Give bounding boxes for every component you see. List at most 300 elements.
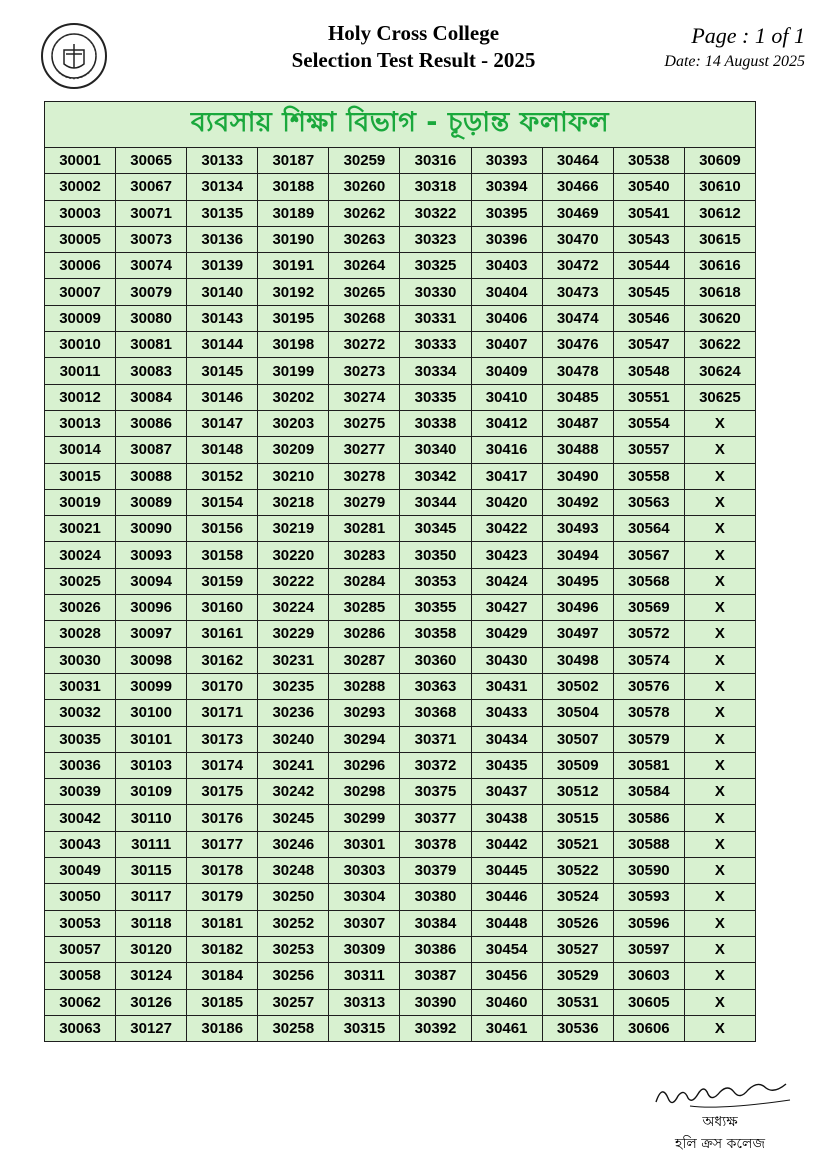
roll-number-cell: 30409 bbox=[471, 358, 542, 384]
table-row bbox=[45, 673, 756, 699]
roll-number-cell: 30274 bbox=[329, 384, 400, 410]
roll-number-cell: 30504 bbox=[542, 700, 613, 726]
roll-number-cell: 30006 bbox=[45, 253, 116, 279]
roll-number-cell: 30030 bbox=[45, 647, 116, 673]
roll-number-cell: 30417 bbox=[471, 463, 542, 489]
roll-number-cell: 30544 bbox=[613, 253, 684, 279]
roll-number-cell: 30277 bbox=[329, 437, 400, 463]
roll-number-cell: 30252 bbox=[258, 910, 329, 936]
roll-number-cell: 30353 bbox=[400, 568, 471, 594]
roll-number-cell: 30363 bbox=[400, 673, 471, 699]
roll-number-cell: 30007 bbox=[45, 279, 116, 305]
roll-number-cell: 30219 bbox=[258, 516, 329, 542]
roll-number-cell: 30003 bbox=[45, 200, 116, 226]
roll-number-cell: 30454 bbox=[471, 936, 542, 962]
roll-number-cell: X bbox=[684, 989, 755, 1015]
roll-number-cell: 30198 bbox=[258, 332, 329, 358]
roll-number-cell: 30380 bbox=[400, 884, 471, 910]
roll-number-cell: 30042 bbox=[45, 805, 116, 831]
roll-number-cell: 30181 bbox=[187, 910, 258, 936]
roll-number-cell: 30456 bbox=[471, 963, 542, 989]
roll-number-cell: 30015 bbox=[45, 463, 116, 489]
roll-number-cell: 30379 bbox=[400, 858, 471, 884]
roll-number-cell: 30334 bbox=[400, 358, 471, 384]
roll-number-cell: 30579 bbox=[613, 726, 684, 752]
roll-number-cell: 30096 bbox=[116, 595, 187, 621]
roll-number-cell: 30031 bbox=[45, 673, 116, 699]
table-row bbox=[45, 332, 756, 358]
roll-number-cell: X bbox=[684, 858, 755, 884]
roll-number-cell: 30416 bbox=[471, 437, 542, 463]
roll-number-cell: 30189 bbox=[258, 200, 329, 226]
roll-number-cell: 30448 bbox=[471, 910, 542, 936]
roll-number-cell: 30097 bbox=[116, 621, 187, 647]
roll-number-cell: 30260 bbox=[329, 174, 400, 200]
roll-number-cell: 30547 bbox=[613, 332, 684, 358]
roll-number-cell: X bbox=[684, 463, 755, 489]
roll-number-cell: 30485 bbox=[542, 384, 613, 410]
roll-number-cell: 30445 bbox=[471, 858, 542, 884]
roll-number-cell: 30605 bbox=[613, 989, 684, 1015]
table-row bbox=[45, 700, 756, 726]
roll-number-cell: 30242 bbox=[258, 779, 329, 805]
roll-number-cell: 30435 bbox=[471, 752, 542, 778]
roll-number-cell: 30294 bbox=[329, 726, 400, 752]
roll-number-cell: 30548 bbox=[613, 358, 684, 384]
roll-number-cell: 30461 bbox=[471, 1015, 542, 1041]
roll-number-cell: 30002 bbox=[45, 174, 116, 200]
roll-number-cell: 30160 bbox=[187, 595, 258, 621]
roll-number-cell: 30179 bbox=[187, 884, 258, 910]
roll-number-cell: 30588 bbox=[613, 831, 684, 857]
roll-number-cell: 30264 bbox=[329, 253, 400, 279]
roll-number-cell: 30387 bbox=[400, 963, 471, 989]
roll-number-cell: 30581 bbox=[613, 752, 684, 778]
roll-number-cell: 30299 bbox=[329, 805, 400, 831]
roll-number-cell: 30001 bbox=[45, 148, 116, 174]
roll-number-cell: 30586 bbox=[613, 805, 684, 831]
roll-number-cell: X bbox=[684, 647, 755, 673]
roll-number-cell: 30186 bbox=[187, 1015, 258, 1041]
roll-number-cell: 30335 bbox=[400, 384, 471, 410]
roll-number-cell: 30442 bbox=[471, 831, 542, 857]
roll-number-cell: 30286 bbox=[329, 621, 400, 647]
roll-number-cell: X bbox=[684, 936, 755, 962]
roll-number-cell: 30360 bbox=[400, 647, 471, 673]
roll-number-cell: 30144 bbox=[187, 332, 258, 358]
roll-number-cell: 30283 bbox=[329, 542, 400, 568]
roll-number-cell: 30103 bbox=[116, 752, 187, 778]
roll-number-cell: 30386 bbox=[400, 936, 471, 962]
roll-number-cell: 30145 bbox=[187, 358, 258, 384]
roll-number-cell: 30224 bbox=[258, 595, 329, 621]
roll-number-cell: 30563 bbox=[613, 489, 684, 515]
roll-number-cell: 30039 bbox=[45, 779, 116, 805]
roll-number-cell: 30323 bbox=[400, 226, 471, 252]
roll-number-cell: 30609 bbox=[684, 148, 755, 174]
table-row bbox=[45, 1015, 756, 1041]
roll-number-cell: 30235 bbox=[258, 673, 329, 699]
roll-number-cell: 30392 bbox=[400, 1015, 471, 1041]
roll-number-cell: 30062 bbox=[45, 989, 116, 1015]
table-row bbox=[45, 647, 756, 673]
roll-number-cell: 30350 bbox=[400, 542, 471, 568]
roll-number-cell: 30013 bbox=[45, 410, 116, 436]
roll-number-cell: 30618 bbox=[684, 279, 755, 305]
table-row bbox=[45, 279, 756, 305]
roll-number-cell: 30272 bbox=[329, 332, 400, 358]
signature-scribble bbox=[650, 1080, 810, 1114]
roll-number-cell: 30315 bbox=[329, 1015, 400, 1041]
roll-number-cell: 30536 bbox=[542, 1015, 613, 1041]
roll-number-cell: 30182 bbox=[187, 936, 258, 962]
table-row bbox=[45, 595, 756, 621]
roll-number-cell: 30476 bbox=[542, 332, 613, 358]
roll-number-cell: 30152 bbox=[187, 463, 258, 489]
roll-number-cell: 30012 bbox=[45, 384, 116, 410]
roll-number-cell: 30545 bbox=[613, 279, 684, 305]
table-row bbox=[45, 726, 756, 752]
roll-number-cell: 30063 bbox=[45, 1015, 116, 1041]
roll-number-cell: X bbox=[684, 595, 755, 621]
roll-number-cell: 30424 bbox=[471, 568, 542, 594]
roll-number-cell: 30427 bbox=[471, 595, 542, 621]
roll-number-cell: 30288 bbox=[329, 673, 400, 699]
roll-number-cell: 30184 bbox=[187, 963, 258, 989]
roll-number-cell: 30147 bbox=[187, 410, 258, 436]
roll-number-cell: 30284 bbox=[329, 568, 400, 594]
roll-number-cell: 30088 bbox=[116, 463, 187, 489]
roll-number-cell: 30331 bbox=[400, 305, 471, 331]
roll-number-cell: 30576 bbox=[613, 673, 684, 699]
roll-number-cell: 30340 bbox=[400, 437, 471, 463]
roll-number-cell: 30065 bbox=[116, 148, 187, 174]
roll-number-cell: 30420 bbox=[471, 489, 542, 515]
roll-number-cell: X bbox=[684, 726, 755, 752]
roll-number-cell: 30170 bbox=[187, 673, 258, 699]
roll-number-cell: 30616 bbox=[684, 253, 755, 279]
roll-number-cell: X bbox=[684, 805, 755, 831]
roll-number-cell: 30134 bbox=[187, 174, 258, 200]
roll-number-cell: 30133 bbox=[187, 148, 258, 174]
roll-number-cell: 30009 bbox=[45, 305, 116, 331]
roll-number-cell: 30074 bbox=[116, 253, 187, 279]
table-row bbox=[45, 253, 756, 279]
roll-number-cell: 30268 bbox=[329, 305, 400, 331]
roll-number-cell: 30174 bbox=[187, 752, 258, 778]
roll-number-cell: 30246 bbox=[258, 831, 329, 857]
roll-number-cell: 30624 bbox=[684, 358, 755, 384]
roll-number-cell: 30557 bbox=[613, 437, 684, 463]
roll-number-cell: 30558 bbox=[613, 463, 684, 489]
roll-number-cell: 30262 bbox=[329, 200, 400, 226]
roll-number-cell: 30546 bbox=[613, 305, 684, 331]
roll-number-cell: 30231 bbox=[258, 647, 329, 673]
roll-number-cell: 30538 bbox=[613, 148, 684, 174]
roll-number-cell: 30438 bbox=[471, 805, 542, 831]
roll-number-cell: 30218 bbox=[258, 489, 329, 515]
roll-number-cell: 30473 bbox=[542, 279, 613, 305]
roll-number-cell: 30118 bbox=[116, 910, 187, 936]
roll-number-cell: X bbox=[684, 963, 755, 989]
roll-number-cell: 30403 bbox=[471, 253, 542, 279]
roll-number-cell: 30529 bbox=[542, 963, 613, 989]
roll-number-cell: 30554 bbox=[613, 410, 684, 436]
roll-number-cell: 30384 bbox=[400, 910, 471, 936]
roll-number-cell: 30584 bbox=[613, 779, 684, 805]
roll-number-cell: 30515 bbox=[542, 805, 613, 831]
roll-number-cell: 30368 bbox=[400, 700, 471, 726]
roll-number-cell: 30210 bbox=[258, 463, 329, 489]
roll-number-cell: X bbox=[684, 437, 755, 463]
roll-number-cell: 30434 bbox=[471, 726, 542, 752]
table-row bbox=[45, 831, 756, 857]
table-heading-row bbox=[45, 102, 756, 148]
roll-number-cell: 30303 bbox=[329, 858, 400, 884]
roll-number-cell: 30285 bbox=[329, 595, 400, 621]
roll-number-cell: 30080 bbox=[116, 305, 187, 331]
roll-number-cell: 30497 bbox=[542, 621, 613, 647]
roll-number-cell: 30625 bbox=[684, 384, 755, 410]
roll-number-cell: 30025 bbox=[45, 568, 116, 594]
roll-number-cell: 30099 bbox=[116, 673, 187, 699]
roll-number-cell: 30281 bbox=[329, 516, 400, 542]
roll-number-cell: 30470 bbox=[542, 226, 613, 252]
roll-number-cell: 30187 bbox=[258, 148, 329, 174]
roll-number-cell: 30502 bbox=[542, 673, 613, 699]
roll-number-cell: 30567 bbox=[613, 542, 684, 568]
table-row bbox=[45, 226, 756, 252]
roll-number-cell: 30612 bbox=[684, 200, 755, 226]
roll-number-cell: 30146 bbox=[187, 384, 258, 410]
roll-number-cell: 30101 bbox=[116, 726, 187, 752]
roll-number-cell: 30257 bbox=[258, 989, 329, 1015]
roll-number-cell: 30487 bbox=[542, 410, 613, 436]
roll-number-cell: 30073 bbox=[116, 226, 187, 252]
table-row bbox=[45, 437, 756, 463]
roll-number-cell: 30173 bbox=[187, 726, 258, 752]
roll-number-cell: 30043 bbox=[45, 831, 116, 857]
roll-number-cell: X bbox=[684, 884, 755, 910]
roll-number-cell: 30422 bbox=[471, 516, 542, 542]
roll-number-cell: 30010 bbox=[45, 332, 116, 358]
roll-number-cell: 30220 bbox=[258, 542, 329, 568]
roll-number-cell: 30522 bbox=[542, 858, 613, 884]
roll-number-cell: 30209 bbox=[258, 437, 329, 463]
roll-number-cell: 30298 bbox=[329, 779, 400, 805]
roll-number-cell: X bbox=[684, 489, 755, 515]
roll-number-cell: 30474 bbox=[542, 305, 613, 331]
roll-number-cell: 30309 bbox=[329, 936, 400, 962]
roll-number-cell: 30236 bbox=[258, 700, 329, 726]
table-row bbox=[45, 989, 756, 1015]
roll-number-cell: 30143 bbox=[187, 305, 258, 331]
roll-number-cell: 30404 bbox=[471, 279, 542, 305]
roll-number-cell: 30028 bbox=[45, 621, 116, 647]
roll-number-cell: 30430 bbox=[471, 647, 542, 673]
table-row bbox=[45, 910, 756, 936]
roll-number-cell: 30412 bbox=[471, 410, 542, 436]
roll-number-cell: 30541 bbox=[613, 200, 684, 226]
roll-number-cell: 30058 bbox=[45, 963, 116, 989]
roll-number-cell: 30492 bbox=[542, 489, 613, 515]
table-row bbox=[45, 805, 756, 831]
college-name: Holy Cross College bbox=[327, 21, 500, 45]
roll-number-cell: 30117 bbox=[116, 884, 187, 910]
roll-number-cell: 30551 bbox=[613, 384, 684, 410]
roll-number-cell: 30171 bbox=[187, 700, 258, 726]
page-number: Page : 1 of 1 bbox=[691, 23, 805, 48]
roll-number-cell: 30572 bbox=[613, 621, 684, 647]
roll-number-cell: 30203 bbox=[258, 410, 329, 436]
roll-number-cell: 30527 bbox=[542, 936, 613, 962]
roll-number-cell: 30275 bbox=[329, 410, 400, 436]
roll-number-cell: 30446 bbox=[471, 884, 542, 910]
roll-number-cell: 30241 bbox=[258, 752, 329, 778]
roll-number-cell: 30509 bbox=[542, 752, 613, 778]
roll-number-cell: 30093 bbox=[116, 542, 187, 568]
roll-number-cell: 30136 bbox=[187, 226, 258, 252]
result-table bbox=[44, 101, 756, 1042]
roll-number-cell: 30472 bbox=[542, 253, 613, 279]
roll-number-cell: 30498 bbox=[542, 647, 613, 673]
roll-number-cell: 30531 bbox=[542, 989, 613, 1015]
document-date: Date: 14 August 2025 bbox=[664, 53, 805, 70]
roll-number-cell: 30464 bbox=[542, 148, 613, 174]
roll-number-cell: 30593 bbox=[613, 884, 684, 910]
roll-number-cell: X bbox=[684, 516, 755, 542]
roll-number-cell: 30568 bbox=[613, 568, 684, 594]
roll-number-cell: 30019 bbox=[45, 489, 116, 515]
roll-number-cell: 30083 bbox=[116, 358, 187, 384]
roll-number-cell: 30126 bbox=[116, 989, 187, 1015]
table-row bbox=[45, 752, 756, 778]
roll-number-cell: 30460 bbox=[471, 989, 542, 1015]
roll-number-cell: 30135 bbox=[187, 200, 258, 226]
roll-number-cell: 30333 bbox=[400, 332, 471, 358]
roll-number-cell: 30543 bbox=[613, 226, 684, 252]
roll-number-cell: 30521 bbox=[542, 831, 613, 857]
roll-number-cell: 30393 bbox=[471, 148, 542, 174]
roll-number-cell: 30603 bbox=[613, 963, 684, 989]
roll-number-cell: 30156 bbox=[187, 516, 258, 542]
roll-number-cell: 30024 bbox=[45, 542, 116, 568]
roll-number-cell: 30185 bbox=[187, 989, 258, 1015]
roll-number-cell: 30596 bbox=[613, 910, 684, 936]
roll-number-cell: 30620 bbox=[684, 305, 755, 331]
roll-number-cell: 30139 bbox=[187, 253, 258, 279]
table-heading: ব্যবসায় শিক্ষা বিভাগ - চূড়ান্ত ফলাফল bbox=[45, 102, 756, 148]
roll-number-cell: 30431 bbox=[471, 673, 542, 699]
roll-number-cell: 30248 bbox=[258, 858, 329, 884]
table-row bbox=[45, 621, 756, 647]
roll-number-cell: 30127 bbox=[116, 1015, 187, 1041]
roll-number-cell: 30021 bbox=[45, 516, 116, 542]
roll-number-cell: 30406 bbox=[471, 305, 542, 331]
roll-number-cell: 30278 bbox=[329, 463, 400, 489]
roll-number-cell: 30036 bbox=[45, 752, 116, 778]
roll-number-cell: 30158 bbox=[187, 542, 258, 568]
roll-number-cell: 30161 bbox=[187, 621, 258, 647]
roll-number-cell: 30622 bbox=[684, 332, 755, 358]
roll-number-cell: 30115 bbox=[116, 858, 187, 884]
roll-number-cell: 30222 bbox=[258, 568, 329, 594]
roll-number-cell: 30190 bbox=[258, 226, 329, 252]
table-row bbox=[45, 489, 756, 515]
roll-number-cell: 30325 bbox=[400, 253, 471, 279]
roll-number-cell: 30524 bbox=[542, 884, 613, 910]
roll-number-cell: 30466 bbox=[542, 174, 613, 200]
roll-number-cell: 30569 bbox=[613, 595, 684, 621]
roll-number-cell: 30606 bbox=[613, 1015, 684, 1041]
roll-number-cell: 30610 bbox=[684, 174, 755, 200]
roll-number-cell: 30005 bbox=[45, 226, 116, 252]
roll-number-cell: 30342 bbox=[400, 463, 471, 489]
roll-number-cell: 30229 bbox=[258, 621, 329, 647]
table-row bbox=[45, 936, 756, 962]
roll-number-cell: 30192 bbox=[258, 279, 329, 305]
roll-number-cell: 30478 bbox=[542, 358, 613, 384]
roll-number-cell: 30355 bbox=[400, 595, 471, 621]
roll-number-cell: 30488 bbox=[542, 437, 613, 463]
roll-number-cell: 30322 bbox=[400, 200, 471, 226]
roll-number-cell: 30258 bbox=[258, 1015, 329, 1041]
roll-number-cell: 30597 bbox=[613, 936, 684, 962]
roll-number-cell: X bbox=[684, 700, 755, 726]
roll-number-cell: 30081 bbox=[116, 332, 187, 358]
roll-number-cell: 30199 bbox=[258, 358, 329, 384]
roll-number-cell: 30615 bbox=[684, 226, 755, 252]
roll-number-cell: 30090 bbox=[116, 516, 187, 542]
roll-number-cell: 30390 bbox=[400, 989, 471, 1015]
roll-number-cell: 30345 bbox=[400, 516, 471, 542]
table-row bbox=[45, 516, 756, 542]
roll-number-cell: 30026 bbox=[45, 595, 116, 621]
roll-number-cell: 30094 bbox=[116, 568, 187, 594]
roll-number-cell: 30240 bbox=[258, 726, 329, 752]
roll-number-cell: 30148 bbox=[187, 437, 258, 463]
table-row bbox=[45, 884, 756, 910]
table-row bbox=[45, 148, 756, 174]
table-row bbox=[45, 305, 756, 331]
roll-number-cell: 30318 bbox=[400, 174, 471, 200]
roll-number-cell: 30124 bbox=[116, 963, 187, 989]
roll-number-cell: 30307 bbox=[329, 910, 400, 936]
roll-number-cell: 30109 bbox=[116, 779, 187, 805]
roll-number-cell: 30110 bbox=[116, 805, 187, 831]
roll-number-cell: 30053 bbox=[45, 910, 116, 936]
roll-number-cell: 30087 bbox=[116, 437, 187, 463]
result-subtitle: Selection Test Result - 2025 bbox=[291, 48, 536, 72]
roll-number-cell: 30175 bbox=[187, 779, 258, 805]
roll-number-cell: X bbox=[684, 752, 755, 778]
roll-number-cell: X bbox=[684, 779, 755, 805]
roll-number-cell: 30429 bbox=[471, 621, 542, 647]
signatory-institution: হলি ক্রস কলেজ bbox=[674, 1136, 766, 1152]
roll-number-cell: X bbox=[684, 831, 755, 857]
roll-number-cell: 30378 bbox=[400, 831, 471, 857]
table-row bbox=[45, 200, 756, 226]
roll-number-cell: 30084 bbox=[116, 384, 187, 410]
roll-number-cell: 30250 bbox=[258, 884, 329, 910]
roll-number-cell: 30293 bbox=[329, 700, 400, 726]
roll-number-cell: 30574 bbox=[613, 647, 684, 673]
roll-number-cell: 30372 bbox=[400, 752, 471, 778]
roll-number-cell: 30469 bbox=[542, 200, 613, 226]
roll-number-cell: 30256 bbox=[258, 963, 329, 989]
page-info bbox=[664, 22, 805, 74]
table-row bbox=[45, 463, 756, 489]
